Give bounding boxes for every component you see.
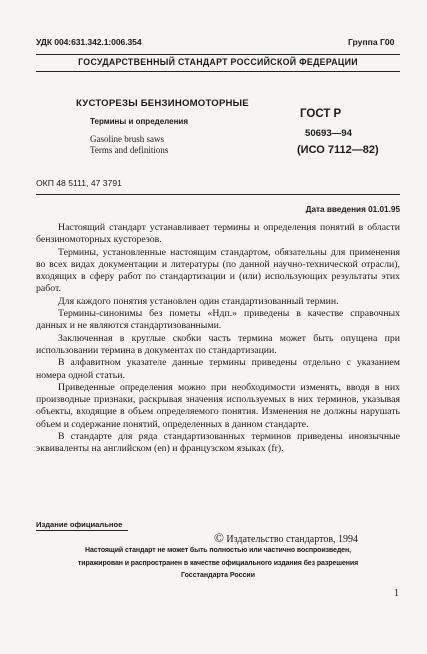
copyright-text: Издательство стандартов, 1994 [226,534,359,545]
okp-rule [36,194,400,195]
group-code: Группа Г00 [348,37,395,47]
gost-label: ГОСТ Р [300,108,342,120]
introduction-date: Дата введения 01.01.95 [305,205,400,214]
paragraph-synonyms: Термины-синонимы без пометы «Ндп.» приведены в качестве справочных данных и не являются стандартизованными. [36,308,400,332]
iso-reference: (ИСО 7112—82) [297,144,379,156]
paragraph-brackets: Заключенная в круглые скобки часть термина может быть опущена при использовании термина в документах по стандартизации. [36,332,400,356]
okp-code: ОКП 48 5111, 47 3791 [36,178,122,188]
paragraph-index: В алфавитном указателе данные термины приведены отдельно с указанием номера одной статьи. [36,357,400,381]
reproduction-notice-line3: Госстандарта России [181,572,255,579]
udk-code: УДК 004:631.342.1:006.354 [36,37,142,47]
paragraph-foreign-equivalents: В стандарте для ряда стандартизованных терминов приведены иноязычные эквиваленты на английском (en) и французском языках (fr). [36,431,400,455]
reproduction-notice-line2: тиражирован и распространен в качестве официального издания без разрешения [77,560,359,567]
document-subtitle: Термины и определения [90,117,189,126]
gost-number: 50693—94 [305,128,352,139]
footer-rule [36,530,128,531]
paragraph-scope: Настоящий стандарт устанавливает термины и определения понятий в области бензиномоторных кусторезов. [36,222,400,246]
reproduction-notice-line1: Настоящий стандарт не может быть полностью или частично воспроизведен, [85,547,351,554]
paragraph-obligatory: Термины, установленные настоящим стандартом, обязательны для применения во всех видах документации и литературы (по данной научно-технической отрасли), входящих в сферу работ по стандартизации и (или) использующих результаты этих работ. [36,246,400,295]
english-title-line2: Terms and definitions [90,145,169,155]
official-edition-label: Издание официальное [36,520,123,529]
header-rule-bottom [36,71,400,72]
paragraph-one-term: Для каждого понятия установлен один стандартизованный термин. [58,295,339,307]
document-title: КУСТОРЕЗЫ БЕНЗИНОМОТОРНЫЕ [76,98,249,109]
copyright-line [214,530,358,546]
english-title-line1: Gasoline brush saws [90,134,164,144]
body-text [36,222,400,456]
page-number: 1 [394,588,399,599]
state-standard-banner: ГОСУДАРСТВЕННЫЙ СТАНДАРТ РОССИЙСКОЙ ФЕДЕРАЦИИ [78,57,358,67]
copyright-icon: © [214,530,224,545]
header-rule-top [36,54,400,55]
paragraph-definitions: Приведенные определения можно при необходимости изменять, вводя в них производные признаки, раскрывая значения используемых в них терминов, указывая объекты, входящие в объем определяемого понятия. Изменения не должны нарушать объем и содержание понятий, определенных в данном стандарте. [36,381,400,430]
